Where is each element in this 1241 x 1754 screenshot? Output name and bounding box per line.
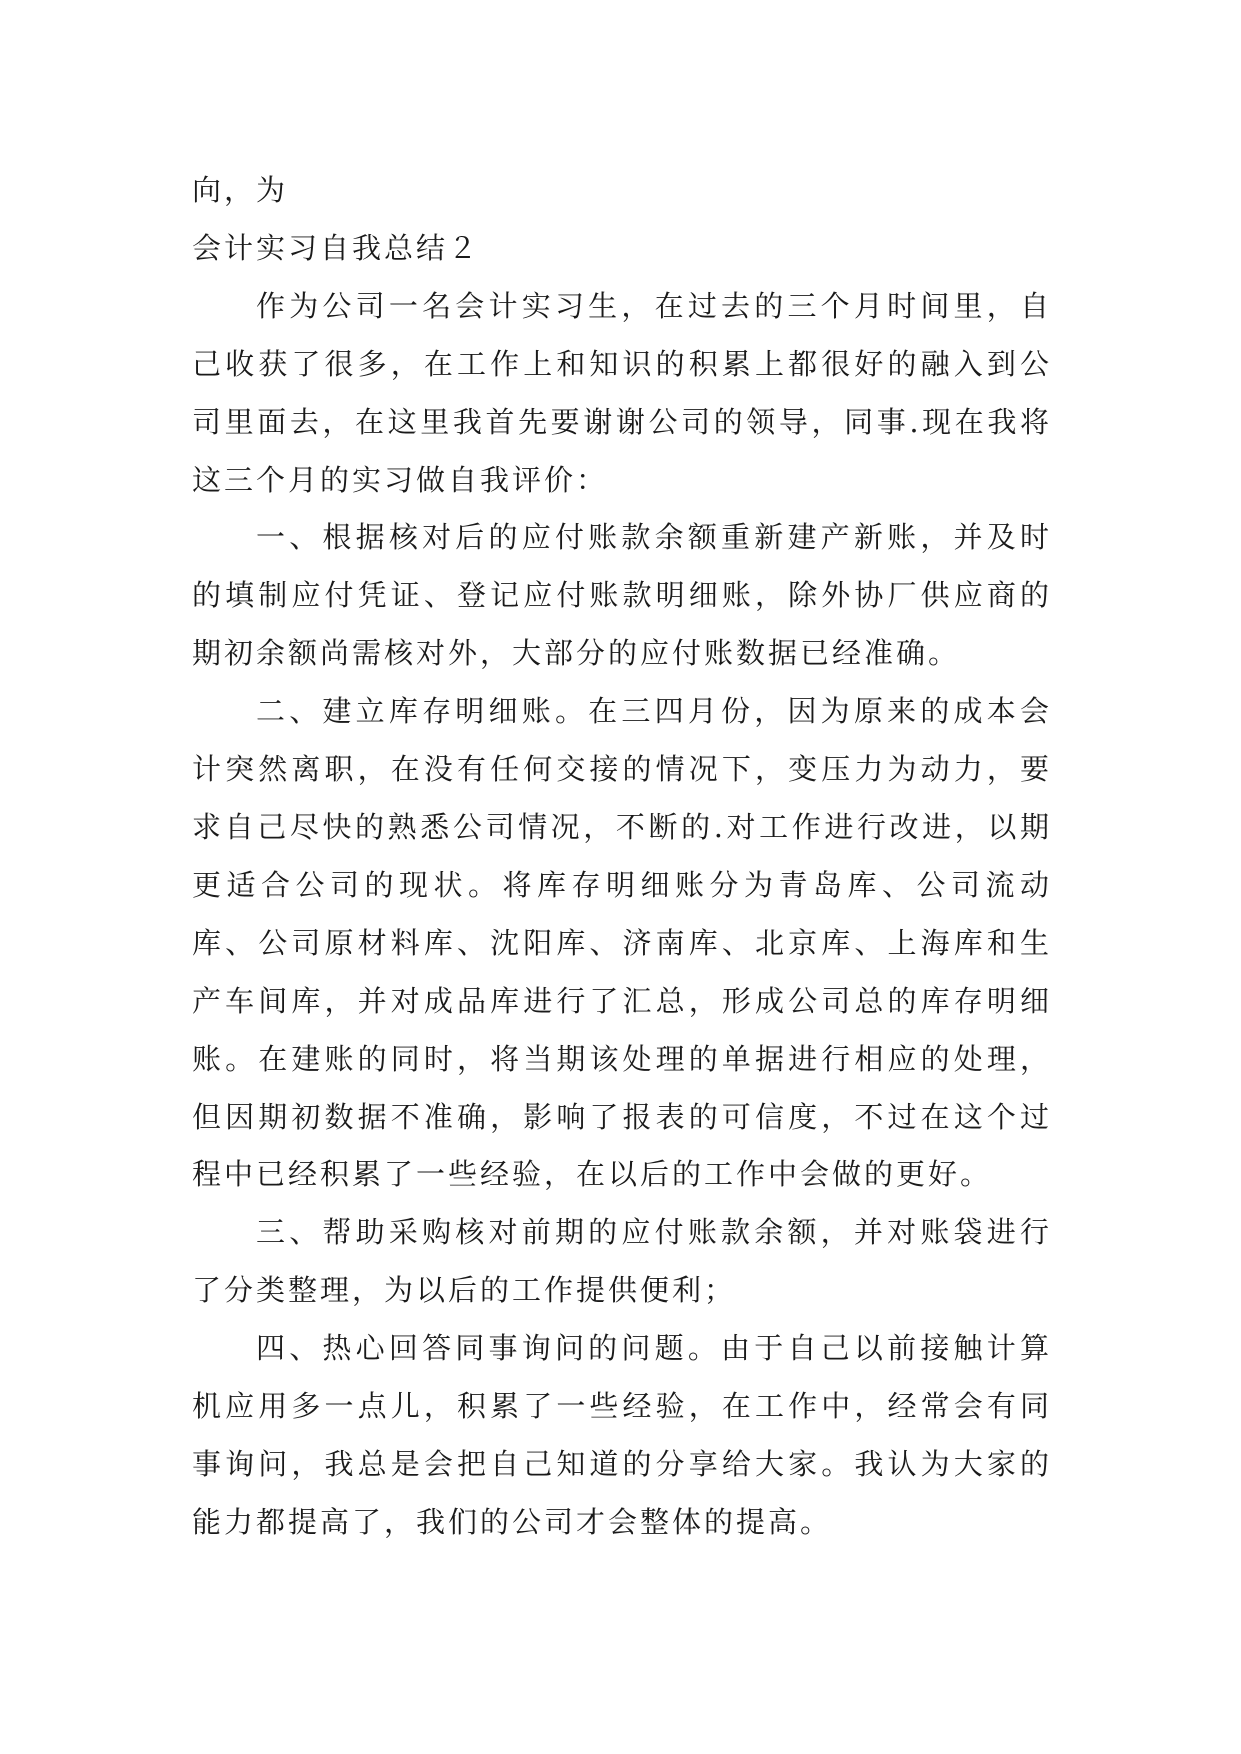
text-fragment: 向，为: [192, 173, 289, 207]
paragraph-item-4: 四、热心回答同事询问的问题。由于自己以前接触计算机应用多一点儿，积累了一些经验，在工作中，经常会有同事询问，我总是会把自己知道的分享给大家。我认为大家的能力都提高了，我们的公司才会整体的提高。: [192, 1331, 1052, 1539]
paragraph-intro: 作为公司一名会计实习生，在过去的三个月时间里，自己收获了很多，在工作上和知识的积累上都很好的融入到公司里面去，在这里我首先要谢谢公司的领导，同事.现在我将这三个月的实习做自我评价：: [192, 288, 1052, 497]
section-title: 会计实习自我总结２: [192, 230, 481, 265]
paragraph-item-1: 一、根据核对后的应付账款余额重新建产新账，并及时的填制应付凭证、登记应付账款明细账，除外协厂供应商的期初余额尚需核对外，大部分的应付账数据已经准确。: [192, 520, 1052, 671]
document-body: [192, 162, 1052, 1552]
paragraph-item-2: 二、建立库存明细账。在三四月份，因为原来的成本会计突然离职，在没有任何交接的情况下，变压力为动力，要求自己尽快的熟悉公司情况，不断的.对工作进行改进，以期更适合公司的现状。将库存明细账分为青岛库、公司流动库、公司原材料库、沈阳库、济南库、北京库、上海库和生产车间库，并对成品库进行了汇总，形成公司总的库存明细账。在建账的同时，将当期该处理的单据进行相应的处理，但因期初数据不准确，影响了报表的可信度，不过在这个过程中已经积累了一些经验，在以后的工作中会做的更好。: [192, 694, 1052, 1192]
paragraph-item-3: 三、帮助采购核对前期的应付账款余额，并对账袋进行了分类整理，为以后的工作提供便利；: [192, 1215, 1052, 1308]
